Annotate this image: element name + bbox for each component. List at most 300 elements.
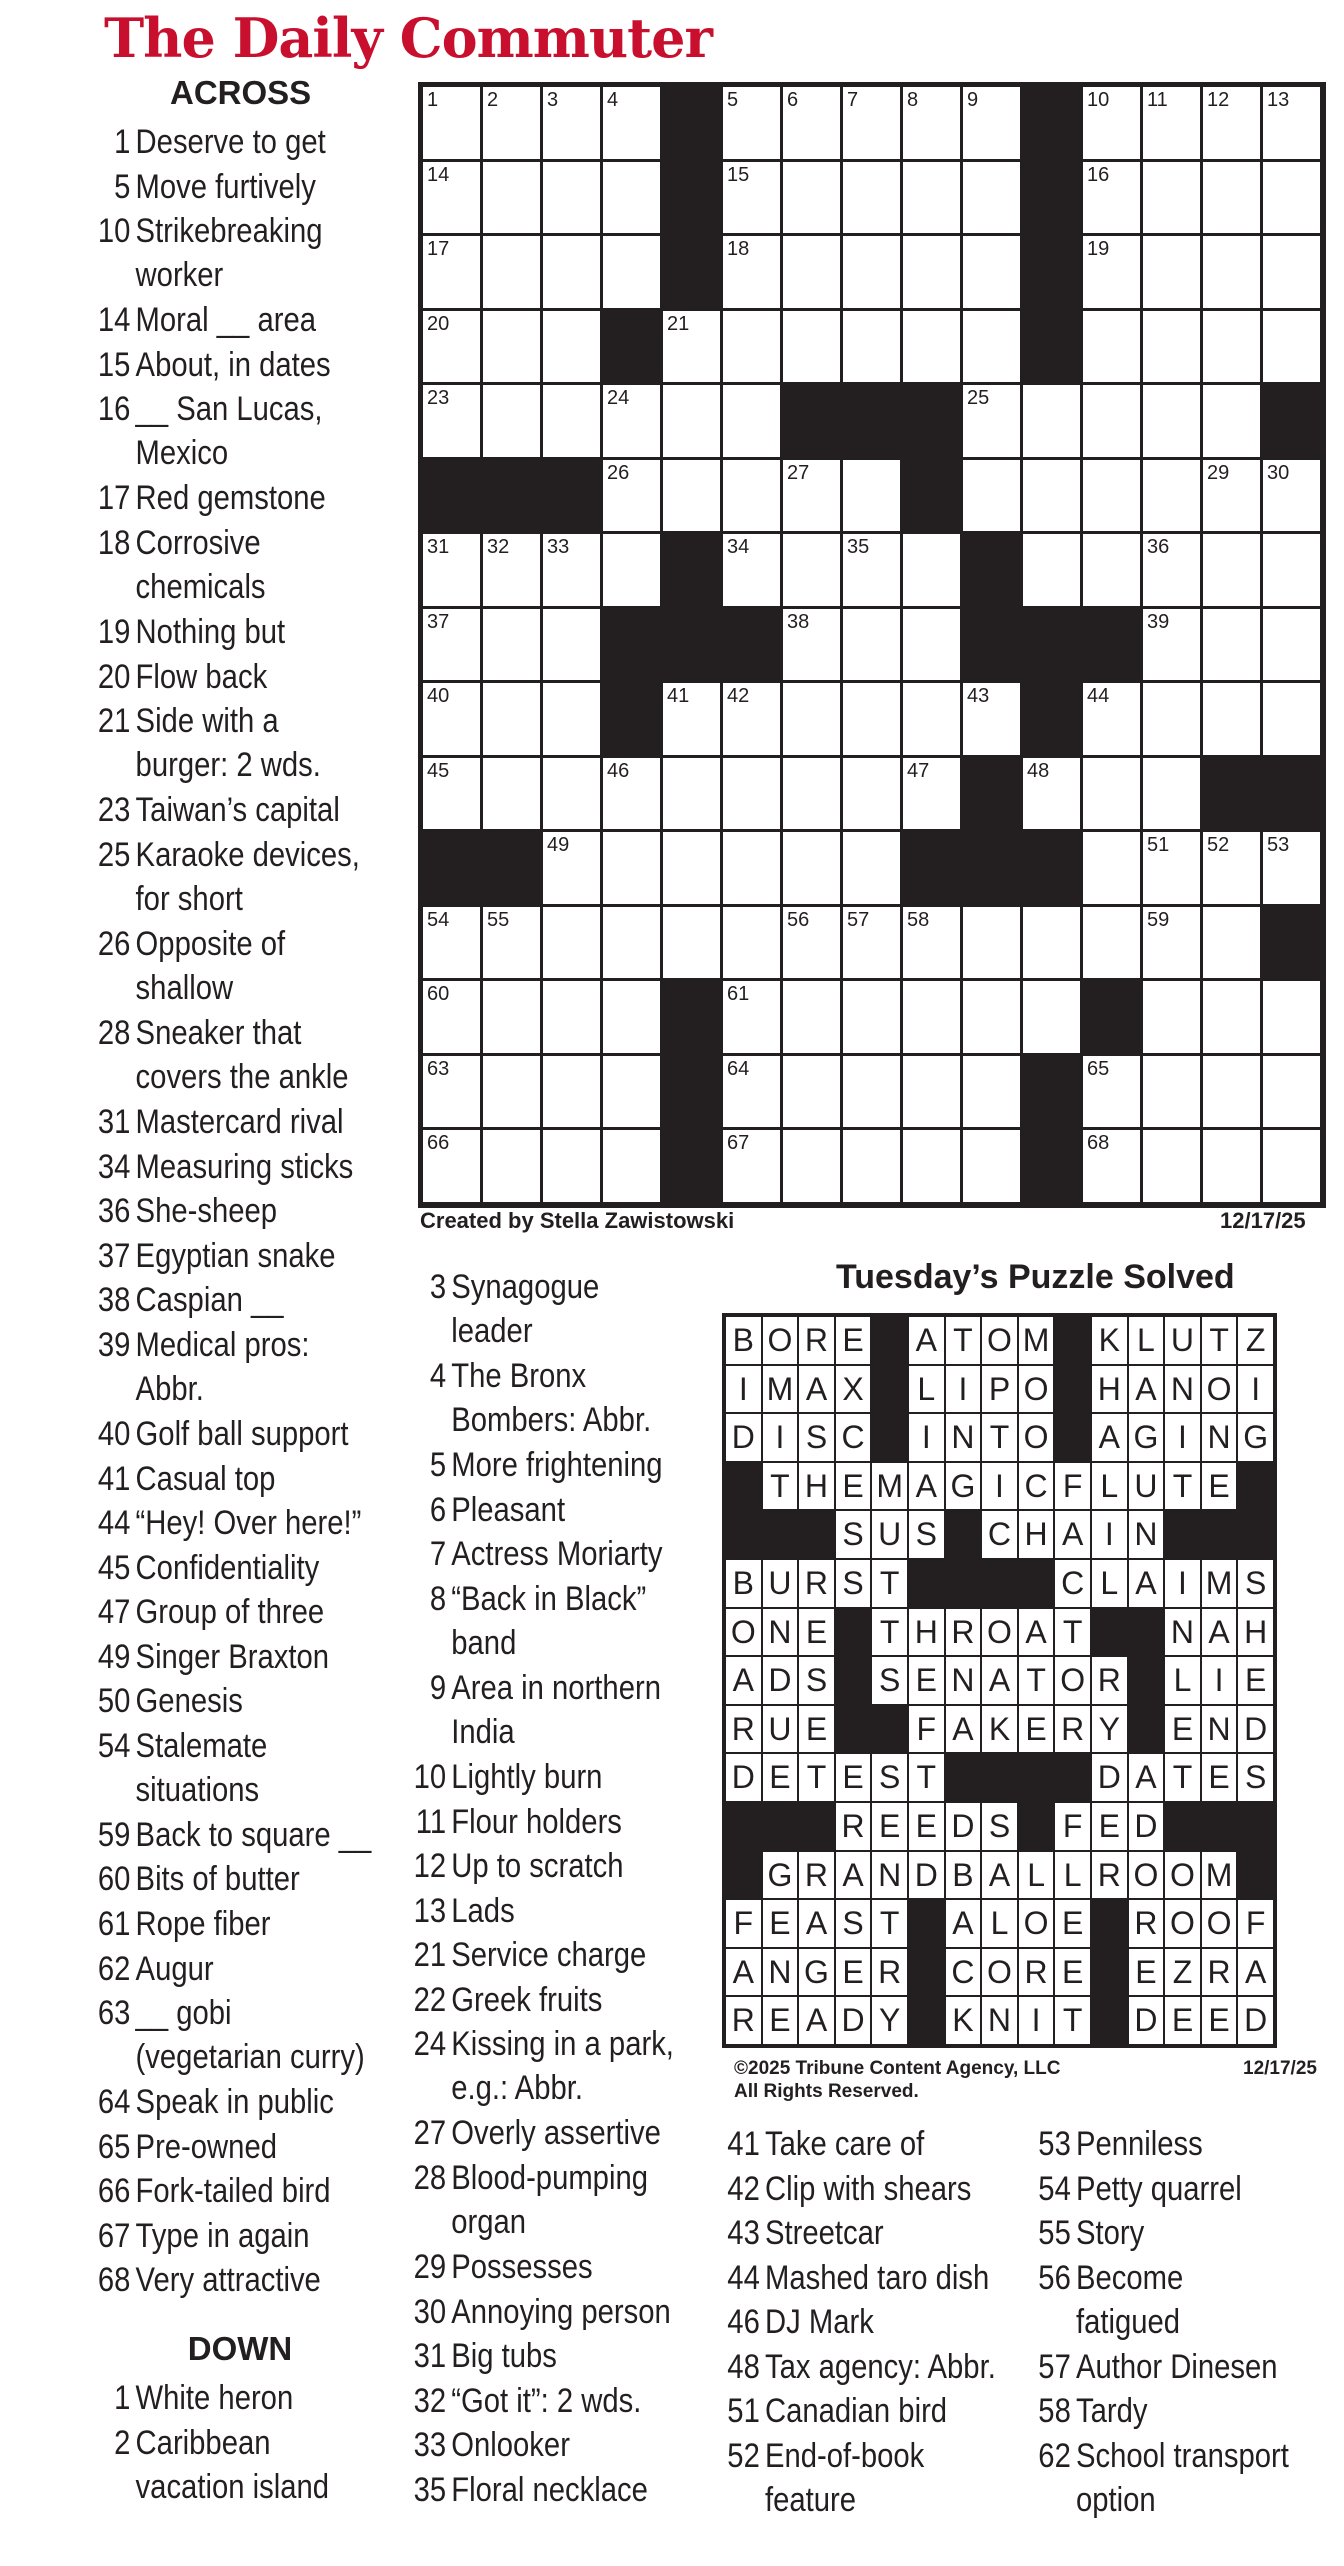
grid-cell[interactable] — [1023, 385, 1080, 457]
grid-cell[interactable] — [1143, 87, 1200, 159]
clue-item[interactable] — [410, 1755, 602, 1799]
grid-cell[interactable] — [783, 832, 840, 904]
clue-item[interactable] — [96, 1145, 353, 1189]
clue-item[interactable] — [96, 343, 331, 387]
grid-cell[interactable] — [723, 683, 780, 755]
clue-item[interactable] — [1033, 2434, 1289, 2522]
grid-cell[interactable] — [1143, 683, 1200, 755]
grid-cell[interactable] — [723, 385, 780, 457]
grid-cell[interactable] — [1023, 460, 1080, 532]
grid-cell[interactable] — [903, 1056, 960, 1128]
grid-cell[interactable] — [423, 162, 480, 234]
grid-cell[interactable] — [723, 758, 780, 830]
grid-cell[interactable] — [843, 1130, 900, 1202]
clue-item[interactable] — [96, 1457, 275, 1501]
grid-cell[interactable] — [423, 683, 480, 755]
clue-item[interactable] — [96, 1412, 348, 1456]
grid-cell[interactable] — [423, 1056, 480, 1128]
grid-cell[interactable] — [543, 87, 600, 159]
clue-item[interactable] — [410, 1443, 663, 1487]
clue-item[interactable] — [410, 2334, 557, 2378]
grid-cell[interactable] — [1263, 1056, 1320, 1128]
grid-cell[interactable] — [843, 460, 900, 532]
clue-item-number: 31 — [97, 1103, 131, 1142]
grid-cell[interactable] — [1083, 162, 1140, 234]
grid-cell[interactable] — [1143, 981, 1200, 1053]
grid-cell[interactable] — [963, 87, 1020, 159]
grid-cell[interactable] — [963, 460, 1020, 532]
clue-item[interactable] — [96, 610, 285, 654]
clue-item[interactable] — [96, 2376, 293, 2420]
grid-cell[interactable] — [1083, 758, 1140, 830]
grid-cell[interactable] — [843, 1056, 900, 1128]
grid-cell[interactable] — [1143, 832, 1200, 904]
grid-cell[interactable] — [1143, 162, 1200, 234]
grid-cell[interactable] — [663, 460, 720, 532]
clue-item[interactable] — [96, 209, 322, 297]
grid-cell[interactable] — [1203, 87, 1260, 159]
grid-cell[interactable] — [903, 534, 960, 606]
grid-cell[interactable] — [723, 311, 780, 383]
clue-item[interactable] — [410, 1800, 622, 1844]
grid-cell[interactable] — [1203, 832, 1260, 904]
clue-item[interactable] — [96, 521, 266, 609]
grid-cell[interactable] — [1143, 1056, 1200, 1128]
grid-cell[interactable] — [663, 832, 720, 904]
clue-item[interactable] — [96, 699, 321, 787]
grid-cell[interactable] — [1023, 907, 1080, 979]
black-square — [663, 87, 720, 159]
black-square — [1263, 907, 1320, 979]
grid-cell[interactable] — [723, 1130, 780, 1202]
grid-cell[interactable] — [723, 534, 780, 606]
clue-item-text: Very attractive — [135, 2261, 321, 2300]
grid-cell[interactable] — [483, 236, 540, 308]
grid-cell[interactable] — [1263, 162, 1320, 234]
grid-cell[interactable] — [483, 534, 540, 606]
solution-cell: N — [763, 1949, 798, 1996]
grid-cell[interactable] — [903, 1130, 960, 1202]
grid-cell[interactable] — [603, 1056, 660, 1128]
grid-cell[interactable] — [843, 87, 900, 159]
grid-cell[interactable] — [543, 1056, 600, 1128]
grid-cell[interactable] — [843, 534, 900, 606]
grid-cell[interactable] — [1143, 609, 1200, 681]
grid-cell[interactable] — [843, 981, 900, 1053]
grid-cell[interactable] — [543, 534, 600, 606]
grid-cell[interactable] — [1203, 460, 1260, 532]
grid-cell[interactable] — [963, 311, 1020, 383]
solution-cell: N — [946, 1657, 981, 1704]
clue-item[interactable] — [96, 1902, 270, 1946]
grid-cell[interactable] — [903, 981, 960, 1053]
clue-item-number: 1 — [114, 123, 131, 161]
clue-item[interactable] — [410, 1577, 646, 1665]
clue-item[interactable] — [722, 2434, 924, 2522]
grid-cell[interactable] — [1143, 1130, 1200, 1202]
grid-cell[interactable] — [783, 609, 840, 681]
clue-item[interactable] — [96, 298, 316, 342]
grid-cell[interactable] — [1203, 907, 1260, 979]
grid-cell[interactable] — [483, 162, 540, 234]
grid-cell[interactable] — [1143, 460, 1200, 532]
clue-item[interactable] — [96, 1278, 283, 1322]
clue-item[interactable] — [96, 2125, 277, 2169]
clue-item[interactable] — [1033, 2211, 1144, 2255]
clue-item[interactable] — [410, 2468, 648, 2512]
clue-number: 16 — [1087, 163, 1110, 186]
grid-cell[interactable] — [603, 832, 660, 904]
grid-cell[interactable] — [1263, 981, 1320, 1053]
grid-cell[interactable] — [423, 609, 480, 681]
grid-cell[interactable] — [963, 236, 1020, 308]
clue-item[interactable] — [1033, 2256, 1183, 2344]
grid-cell[interactable] — [1263, 683, 1320, 755]
grid-cell[interactable] — [483, 385, 540, 457]
grid-cell[interactable] — [543, 162, 600, 234]
grid-cell[interactable] — [843, 907, 900, 979]
grid-cell[interactable] — [423, 534, 480, 606]
grid-cell[interactable] — [1083, 1130, 1140, 1202]
grid-cell[interactable] — [543, 907, 600, 979]
grid-cell[interactable] — [963, 385, 1020, 457]
solution-cell: L — [1129, 1317, 1164, 1364]
grid-cell[interactable] — [543, 609, 600, 681]
clue-item[interactable] — [96, 2169, 331, 2213]
grid-cell[interactable] — [1083, 1056, 1140, 1128]
grid-cell[interactable] — [483, 87, 540, 159]
grid-cell[interactable] — [423, 87, 480, 159]
clue-item[interactable] — [410, 1354, 651, 1442]
clue-item-number: 49 — [97, 1637, 131, 1676]
grid-cell[interactable] — [1203, 385, 1260, 457]
clue-item[interactable] — [410, 2111, 661, 2155]
grid-cell[interactable] — [1263, 1130, 1320, 1202]
grid-cell[interactable] — [1083, 385, 1140, 457]
grid-cell[interactable] — [423, 311, 480, 383]
clue-item[interactable] — [96, 165, 316, 209]
grid-cell[interactable] — [903, 236, 960, 308]
clue-item[interactable] — [410, 1532, 662, 1576]
clue-item[interactable] — [1033, 2345, 1278, 2389]
grid-cell[interactable] — [423, 981, 480, 1053]
grid-cell[interactable] — [1203, 534, 1260, 606]
grid-cell[interactable] — [603, 758, 660, 830]
clue-item-text: Back to square __ — [135, 1815, 372, 1854]
grid-cell[interactable] — [1263, 609, 1320, 681]
solution-cell: A — [799, 1900, 834, 1947]
grid-cell[interactable] — [483, 311, 540, 383]
grid-cell[interactable] — [663, 385, 720, 457]
grid-cell[interactable] — [1143, 907, 1200, 979]
clue-item[interactable] — [96, 1011, 348, 1099]
clue-item[interactable] — [96, 1590, 324, 1634]
grid-cell[interactable] — [1023, 758, 1080, 830]
grid-cell[interactable] — [903, 609, 960, 681]
clue-item[interactable] — [96, 1679, 243, 1723]
clue-item[interactable] — [96, 2214, 310, 2258]
solution-cell: O — [1165, 1852, 1200, 1899]
grid-cell[interactable] — [723, 907, 780, 979]
grid-cell[interactable] — [423, 907, 480, 979]
grid-cell[interactable] — [543, 236, 600, 308]
grid-cell[interactable] — [483, 758, 540, 830]
grid-cell[interactable] — [543, 683, 600, 755]
grid-cell[interactable] — [663, 907, 720, 979]
grid-cell[interactable] — [723, 832, 780, 904]
grid-cell[interactable] — [903, 907, 960, 979]
grid-cell[interactable] — [483, 907, 540, 979]
grid-cell[interactable] — [783, 758, 840, 830]
grid-cell[interactable] — [543, 1130, 600, 1202]
grid-cell[interactable] — [1023, 981, 1080, 1053]
grid-cell[interactable] — [903, 683, 960, 755]
clue-item[interactable] — [1033, 2389, 1148, 2433]
solution-black-square — [946, 1754, 981, 1801]
clue-item[interactable] — [1033, 2167, 1242, 2211]
grid-cell[interactable] — [543, 311, 600, 383]
clue-item-text: Flour holders — [451, 1802, 622, 1841]
grid-cell[interactable] — [423, 1130, 480, 1202]
grid-cell[interactable] — [603, 162, 660, 234]
clue-item-text: Onlooker — [451, 2426, 570, 2465]
grid-cell[interactable] — [783, 460, 840, 532]
grid-cell[interactable] — [543, 832, 600, 904]
grid-cell[interactable] — [603, 534, 660, 606]
clue-item[interactable] — [410, 2379, 641, 2423]
clue-item[interactable] — [410, 1666, 661, 1754]
grid-cell[interactable] — [963, 981, 1020, 1053]
clue-item[interactable] — [722, 2300, 874, 2344]
clue-item-number: 26 — [97, 924, 131, 963]
grid-cell[interactable] — [1203, 236, 1260, 308]
grid-cell[interactable] — [1083, 907, 1140, 979]
grid-cell[interactable] — [723, 87, 780, 159]
grid-cell[interactable] — [483, 1130, 540, 1202]
grid-cell[interactable] — [1263, 832, 1320, 904]
grid-cell[interactable] — [1143, 236, 1200, 308]
clue-item[interactable] — [410, 1889, 515, 1933]
solution-cell: M — [872, 1463, 907, 1510]
clue-item[interactable] — [722, 2256, 989, 2300]
grid-cell[interactable] — [723, 162, 780, 234]
clue-item[interactable] — [96, 2258, 321, 2302]
grid-cell[interactable] — [1203, 311, 1260, 383]
grid-cell[interactable] — [663, 311, 720, 383]
grid-cell[interactable] — [1263, 236, 1320, 308]
clue-item[interactable] — [410, 1488, 565, 1532]
clue-item[interactable] — [410, 2245, 593, 2289]
clue-item[interactable] — [410, 2290, 671, 2334]
grid-cell[interactable] — [843, 162, 900, 234]
grid-cell[interactable] — [483, 981, 540, 1053]
clue-number: 10 — [1087, 89, 1110, 111]
clue-item[interactable] — [410, 2022, 674, 2110]
solution-cell: E — [836, 1754, 871, 1801]
grid-cell[interactable] — [963, 1056, 1020, 1128]
solution-cell: E — [1202, 1463, 1237, 1510]
grid-cell[interactable] — [963, 683, 1020, 755]
grid-cell[interactable] — [1203, 683, 1260, 755]
grid-cell[interactable] — [723, 1056, 780, 1128]
black-square — [483, 832, 540, 904]
clue-item[interactable] — [722, 2122, 924, 2166]
grid-cell[interactable] — [1083, 87, 1140, 159]
grid-cell[interactable] — [783, 981, 840, 1053]
solution-cell: R — [726, 1997, 761, 2044]
grid-cell[interactable] — [1023, 534, 1080, 606]
clue-item[interactable] — [96, 1947, 214, 1991]
clue-item[interactable] — [96, 1724, 267, 1812]
clue-item-number: 20 — [97, 657, 131, 696]
black-square — [663, 981, 720, 1053]
clue-item-text: organ — [451, 2203, 527, 2241]
clue-item[interactable] — [410, 1933, 646, 1977]
clue-item[interactable] — [96, 1234, 336, 1278]
clue-item[interactable] — [96, 1501, 361, 1545]
grid-cell[interactable] — [543, 981, 600, 1053]
grid-cell[interactable] — [843, 609, 900, 681]
grid-cell[interactable] — [723, 236, 780, 308]
grid-cell[interactable] — [1143, 758, 1200, 830]
grid-cell[interactable] — [1083, 534, 1140, 606]
black-square — [663, 534, 720, 606]
grid-cell[interactable] — [1203, 1056, 1260, 1128]
grid-cell[interactable] — [1203, 981, 1260, 1053]
grid-cell[interactable] — [963, 162, 1020, 234]
clue-item[interactable] — [96, 476, 326, 520]
grid-cell[interactable] — [483, 609, 540, 681]
clue-item-number: 1 — [114, 2379, 131, 2417]
clue-item[interactable] — [1033, 2122, 1203, 2166]
solution-cell: A — [909, 1317, 944, 1364]
grid-cell[interactable] — [843, 311, 900, 383]
grid-cell[interactable] — [903, 758, 960, 830]
grid-cell[interactable] — [483, 1056, 540, 1128]
grid-cell[interactable] — [1203, 609, 1260, 681]
grid-cell[interactable] — [1083, 311, 1140, 383]
grid-cell[interactable] — [843, 236, 900, 308]
clue-item[interactable] — [96, 1323, 309, 1411]
clue-item[interactable] — [96, 2421, 329, 2509]
clue-item[interactable] — [96, 655, 267, 699]
grid-cell[interactable] — [1263, 87, 1320, 159]
grid-cell[interactable] — [423, 236, 480, 308]
grid-cell[interactable] — [483, 683, 540, 755]
grid-cell[interactable] — [1143, 385, 1200, 457]
clue-item[interactable] — [96, 833, 360, 921]
clue-item[interactable] — [96, 387, 323, 475]
solution-cell: T — [1165, 1463, 1200, 1510]
grid-cell[interactable] — [723, 981, 780, 1053]
clue-item[interactable] — [722, 2345, 996, 2389]
grid-cell[interactable] — [603, 460, 660, 532]
clue-item[interactable] — [96, 1635, 329, 1679]
grid-cell[interactable] — [783, 1130, 840, 1202]
clue-item[interactable] — [96, 1813, 371, 1857]
grid-cell[interactable] — [1263, 460, 1320, 532]
grid-cell[interactable] — [903, 162, 960, 234]
grid-cell[interactable] — [603, 981, 660, 1053]
grid-cell[interactable] — [783, 1056, 840, 1128]
grid-cell[interactable] — [603, 907, 660, 979]
clue-item[interactable] — [96, 922, 285, 1010]
grid-cell[interactable] — [783, 311, 840, 383]
clue-item[interactable] — [410, 1978, 602, 2022]
grid-cell[interactable] — [783, 236, 840, 308]
solution-black-square — [872, 1414, 907, 1461]
clue-item[interactable] — [96, 1189, 277, 1233]
clue-item[interactable] — [96, 120, 326, 164]
grid-cell[interactable] — [1203, 162, 1260, 234]
black-square — [1203, 758, 1260, 830]
grid-cell[interactable] — [603, 385, 660, 457]
grid-cell[interactable] — [1083, 236, 1140, 308]
grid-cell[interactable] — [963, 907, 1020, 979]
grid-cell[interactable] — [1083, 460, 1140, 532]
grid-cell[interactable] — [423, 385, 480, 457]
grid-cell[interactable] — [843, 832, 900, 904]
clue-item[interactable] — [96, 1991, 365, 2079]
grid-cell[interactable] — [1263, 534, 1320, 606]
clue-item[interactable] — [410, 1844, 624, 1888]
clue-item[interactable] — [96, 788, 340, 832]
clue-item[interactable] — [722, 2167, 971, 2211]
grid-cell[interactable] — [663, 683, 720, 755]
clue-item[interactable] — [410, 2423, 570, 2467]
grid-cell[interactable] — [423, 758, 480, 830]
clue-item-text: shallow — [135, 968, 234, 1007]
grid-cell[interactable] — [783, 534, 840, 606]
clue-item[interactable] — [410, 1265, 599, 1353]
clue-item[interactable] — [96, 1100, 344, 1144]
grid-cell[interactable] — [843, 758, 900, 830]
solution-grid — [722, 1313, 1277, 2048]
grid-cell[interactable] — [963, 1130, 1020, 1202]
clue-item[interactable] — [722, 2389, 947, 2433]
clue-item[interactable] — [96, 2080, 334, 2124]
grid-cell[interactable] — [783, 87, 840, 159]
grid-cell[interactable] — [903, 87, 960, 159]
solution-cell: M — [763, 1366, 798, 1413]
grid-cell[interactable] — [543, 385, 600, 457]
grid-cell[interactable] — [603, 236, 660, 308]
grid-cell[interactable] — [783, 907, 840, 979]
clue-number: 35 — [847, 536, 870, 558]
grid-cell[interactable] — [1143, 534, 1200, 606]
grid-cell[interactable] — [543, 758, 600, 830]
grid-cell[interactable] — [1203, 1130, 1260, 1202]
clue-item[interactable] — [722, 2211, 884, 2255]
grid-cell[interactable] — [603, 87, 660, 159]
clue-item[interactable] — [96, 1857, 300, 1901]
clue-item-number: 43 — [727, 2214, 760, 2253]
grid-cell[interactable] — [663, 758, 720, 830]
grid-cell[interactable] — [1263, 311, 1320, 383]
grid-cell[interactable] — [783, 162, 840, 234]
grid-cell[interactable] — [723, 460, 780, 532]
grid-cell[interactable] — [1083, 683, 1140, 755]
grid-cell[interactable] — [903, 311, 960, 383]
grid-cell[interactable] — [1143, 311, 1200, 383]
grid-cell[interactable] — [1083, 832, 1140, 904]
grid-cell[interactable] — [783, 683, 840, 755]
grid-cell[interactable] — [603, 1130, 660, 1202]
clue-item[interactable] — [96, 1546, 319, 1590]
grid-cell[interactable] — [843, 683, 900, 755]
clue-item[interactable] — [410, 2156, 648, 2244]
solution-cell: H — [1019, 1511, 1054, 1558]
